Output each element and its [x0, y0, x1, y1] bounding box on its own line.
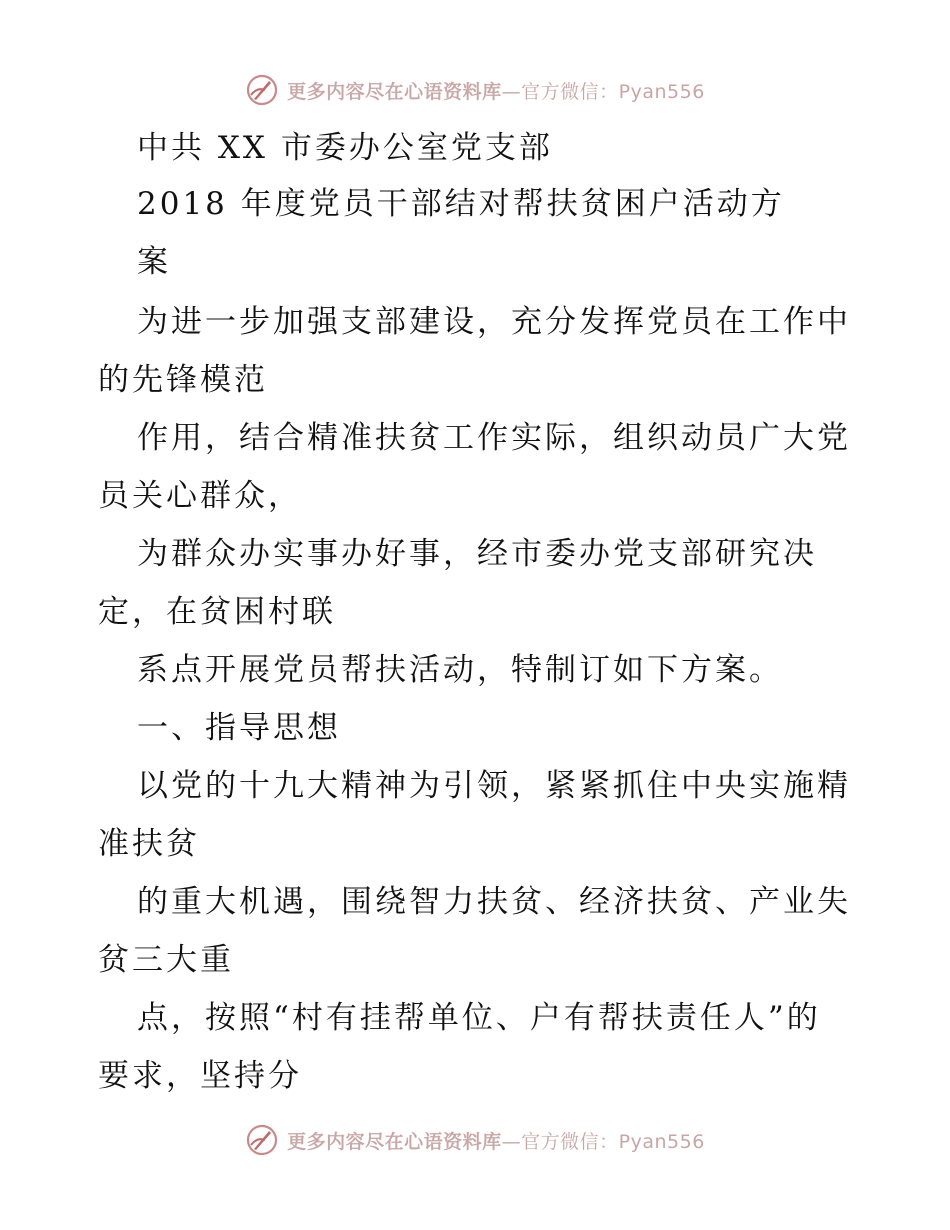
quill-pen-logo-icon [245, 1123, 279, 1157]
paragraph-line: 贫三大重 [98, 942, 234, 978]
document-title-line-2: 2018 年度党员干部结对帮扶贫困户活动方 [137, 186, 785, 222]
paragraph-line: 作用，结合精准扶贫工作实际，组织动员广大党 [137, 420, 851, 456]
watermark-brand: 更多内容尽在心语资料库 [287, 1130, 502, 1153]
paragraph-line: 员关心群众， [98, 478, 302, 514]
paragraph-line: 准扶贫 [98, 826, 200, 862]
watermark-text [287, 77, 705, 104]
watermark-footer [0, 1120, 950, 1160]
paragraph-line: 的先锋模范 [98, 362, 268, 398]
document-title-line-1: 中共 XX 市委办公室党支部 [137, 130, 553, 166]
paragraph-line: 的重大机遇，围绕智力扶贫、经济扶贫、产业失 [137, 884, 851, 920]
paragraph-line: 以党的十九大精神为引领，紧紧抓住中央实施精 [137, 768, 851, 804]
document-title-line-3: 案 [137, 244, 171, 280]
watermark-text [287, 1127, 705, 1154]
paragraph-line: 为群众办实事办好事，经市委办党支部研究决 [137, 536, 817, 572]
paragraph-line: 系点开展党员帮扶活动，特制订如下方案。 [137, 652, 783, 688]
watermark-contact: —官方微信：Pyan556 [501, 1130, 705, 1153]
section-heading: 一、指导思想 [137, 710, 341, 746]
watermark-header [0, 70, 950, 110]
paragraph-line: 点，按照“村有挂帮单位、户有帮扶责任人”的 [137, 1000, 821, 1036]
paragraph-line: 为进一步加强支部建设，充分发挥党员在工作中 [137, 304, 851, 340]
quill-pen-logo-icon [245, 73, 279, 107]
paragraph-line: 要求，坚持分 [98, 1058, 302, 1094]
watermark-contact: —官方微信：Pyan556 [501, 80, 705, 103]
paragraph-line: 定，在贫困村联 [98, 594, 336, 630]
watermark-brand: 更多内容尽在心语资料库 [287, 80, 502, 103]
